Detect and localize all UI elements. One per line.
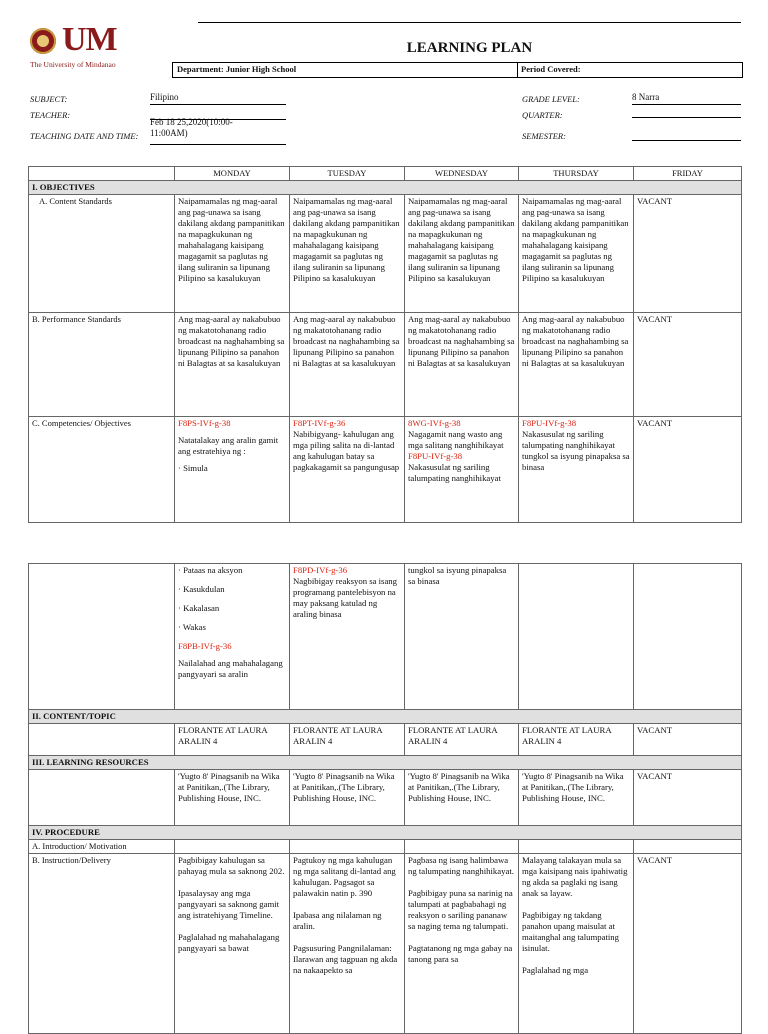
date-value: Feb 18 25,2020(10:00- 11:00AM)	[150, 117, 286, 145]
university-seal-icon	[30, 28, 56, 54]
competencies-row	[29, 417, 742, 523]
table-cell: · Pataas na aksyon · Kasukdulan · Kakalasan · Wakas F8PB-IVf-g-36 Nailalahad ang mahahalagang pangyayari sa aralin	[175, 564, 290, 710]
grade-label: GRADE LEVEL:	[522, 94, 580, 104]
table-cell: Ang mag-aaral ay nakabubuo ng makatotohanang radio broadcast na naghahambing sa lipunang Pilipino sa panahon ni Balagtas at sa kasalukuyan	[519, 313, 634, 417]
table-cell: FLORANTE AT LAURA ARALIN 4	[175, 724, 290, 756]
competencies-continued-row	[29, 564, 742, 710]
logo-mark: UM	[62, 21, 117, 58]
day-monday: MONDAY	[175, 167, 290, 181]
table-cell: FLORANTE AT LAURA ARALIN 4	[519, 724, 634, 756]
table-cell: F8PD-IVf-g-36 Nagbibigay reaksyon sa isang programang pantelebisyon na may paksang katulad ng araling binasa	[290, 564, 405, 710]
day-header-row	[29, 167, 742, 181]
date-label: TEACHING DATE AND TIME:	[30, 131, 139, 141]
table-cell: Naipamamalas ng mag-aaral ang pag-unawa sa isang dakilang akdang pampanitikan na mapagkukunan ng mahahalagang kaisipang magagamit sa paglutas ng ilang suliranin sa lipunang Pilipino sa kasalukuyan	[519, 195, 634, 313]
competency-code: F8PU-IVf-g-38	[522, 418, 577, 428]
divider	[517, 63, 518, 77]
table-cell: tungkol sa isyung pinapaksa sa binasa	[405, 564, 519, 710]
table-cell: VACANT	[634, 770, 742, 826]
semester-value	[632, 128, 741, 141]
period-label: Period Covered:	[521, 64, 581, 74]
table-cell: VACANT	[634, 417, 742, 523]
row-label: B. Instruction/Delivery	[29, 854, 175, 1034]
row-label: C. Competencies/ Objectives	[29, 417, 175, 523]
table-cell: 'Yugto 8' Pinagsanib na Wika at Panitikan,.(The Library, Publishing House, INC.	[405, 770, 519, 826]
learning-resources-row	[29, 770, 742, 826]
grade-value: 8 Narra	[632, 92, 741, 105]
table-cell: Pagbasa ng isang halimbawa ng talumpating nanghihikayat. Pagbibigay puna sa narinig na talumpati at pagbabahagi ng reaksyon o sariling pananaw sa naging tema ng talumpati. Pagtatanong ng mga gabay na tanong para sa	[405, 854, 519, 1034]
section-objectives: I. OBJECTIVES	[29, 181, 742, 195]
logo-subtitle: The University of Mindanao	[30, 60, 116, 69]
performance-standards-row	[29, 313, 742, 417]
table-cell: Ang mag-aaral ay nakabubuo ng makatotohanang radio broadcast na naghahambing sa lipunang Pilipino sa panahon ni Balagtas at sa kasalukuyan	[405, 313, 519, 417]
learning-plan-table-page1	[28, 166, 742, 523]
table-cell: FLORANTE AT LAURA ARALIN 4	[290, 724, 405, 756]
row-label: B. Performance Standards	[29, 313, 175, 417]
table-cell: FLORANTE AT LAURA ARALIN 4	[405, 724, 519, 756]
table-cell: VACANT	[634, 195, 742, 313]
content-standards-row	[29, 195, 742, 313]
table-cell: Ang mag-aaral ay nakabubuo ng makatotohanang radio broadcast na naghahambing sa lipunang Pilipino sa panahon ni Balagtas at sa kasalukuyan	[290, 313, 405, 417]
row-label: A. Introduction/ Motivation	[29, 840, 175, 854]
department-row	[172, 62, 743, 78]
day-wednesday: WEDNESDAY	[405, 167, 519, 181]
university-logo	[28, 22, 188, 78]
table-cell: Naipamamalas ng mag-aaral ang pag-unawa sa isang dakilang akdang pampanitikan na mapagkukunan ng mahahalagang kaisipang magagamit sa paglutas ng ilang suliranin sa lipunang Pilipino sa kasalukuyan	[175, 195, 290, 313]
page-title: LEARNING PLAN	[406, 40, 533, 56]
table-cell: Naipamamalas ng mag-aaral ang pag-unawa sa isang dakilang akdang pampanitikan na mapagkukunan ng mahahalagang kaisipang magagamit sa paglutas ng ilang suliranin sa lipunang Pilipino sa kasalukuyan	[290, 195, 405, 313]
semester-label: SEMESTER:	[522, 131, 566, 141]
table-cell: Malayang talakayan mula sa mga kaisipang nais ipahiwatig ng akda sa paglaki ng isang anak sa layaw. Pagbibigay ng takdang panahon upang maisulat at maitanghal ang talumpating isinulat. Paglalahad ng mga	[519, 854, 634, 1034]
table-cell: 'Yugto 8' Pinagsanib na Wika at Panitikan,.(The Library, Publishing House, INC.	[175, 770, 290, 826]
competency-code: F8PS-IVf-g-38	[178, 418, 231, 428]
table-cell: 'Yugto 8' Pinagsanib na Wika at Panitikan,.(The Library, Publishing House, INC.	[290, 770, 405, 826]
competency-code: F8PT-IVf-g-36	[293, 418, 346, 428]
competency-code: F8PU-IVf-g-38	[408, 451, 463, 461]
header-rule	[198, 22, 741, 23]
section-procedure: IV. PROCEDURE	[29, 826, 742, 840]
day-thursday: THURSDAY	[519, 167, 634, 181]
table-cell: VACANT	[634, 854, 742, 1034]
subject-value: Filipino	[150, 92, 286, 105]
table-cell: F8PU-IVf-g-38 Nakasusulat ng sariling talumpating nanghihikayat tungkol sa isyung pinapaksa sa binasa	[519, 417, 634, 523]
table-cell: F8PS-IVf-g-38 Natatalakay ang aralin gamit ang estratehiya ng : · Simula	[175, 417, 290, 523]
day-tuesday: TUESDAY	[290, 167, 405, 181]
quarter-value	[632, 105, 741, 118]
day-friday: FRIDAY	[634, 167, 742, 181]
competency-code: F8PB-IVf-g-36	[178, 641, 232, 651]
table-cell: Ang mag-aaral ay nakabubuo ng makatotohanang radio broadcast na naghahambing sa lipunang Pilipino sa panahon ni Balagtas at sa kasalukuyan	[175, 313, 290, 417]
learning-plan-table-page2	[28, 563, 742, 1034]
competency-code: 8WG-IVf-g-38	[408, 418, 461, 428]
table-cell: 'Yugto 8' Pinagsanib na Wika at Panitikan,.(The Library, Publishing House, INC.	[519, 770, 634, 826]
intro-row	[29, 840, 742, 854]
quarter-label: QUARTER:	[522, 110, 563, 120]
instruction-row	[29, 854, 742, 1034]
row-label: A. Content Standards	[29, 195, 175, 313]
table-cell: Naipamamalas ng mag-aaral ang pag-unawa sa isang dakilang akdang pampanitikan na mapagkukunan ng mahahalagang kaisipang magagamit sa paglutas ng ilang suliranin sa lipunang Pilipino sa kasalukuyan	[405, 195, 519, 313]
table-cell: 8WG-IVf-g-38 Nagagamit nang wasto ang mga salitang nanghihikayat F8PU-IVf-g-38 Nakasusulat ng sariling talumpating nanghihikayat	[405, 417, 519, 523]
table-cell: F8PT-IVf-g-36 Nabibigyang- kahulugan ang mga piling salita na di-lantad ang kahulugan batay sa pagkakagamit sa pangungusap	[290, 417, 405, 523]
subject-label: SUBJECT:	[30, 94, 68, 104]
section-learning-resources: III. LEARNING RESOURCES	[29, 756, 742, 770]
table-cell: VACANT	[634, 724, 742, 756]
table-cell: Pagbibigay kahulugan sa pahayag mula sa saknong 202. Ipasalaysay ang mga pangyayari sa saknong gamit ang istratehiyang Timeline. Paglalahad ng mahahalagang pangyayari sa bawat	[175, 854, 290, 1034]
teacher-label: TEACHER:	[30, 110, 71, 120]
table-cell: Pagtukoy ng mga kahulugan ng mga salitang di-lantad ang kahulugan. Pagsagot sa palawakin natin p. 390 Ipabasa ang nilalaman ng aralin. Pagsusuring Pangnilalaman: Ilarawan ang tagpuan ng akda na nakaapekto sa	[290, 854, 405, 1034]
section-content-topic: II. CONTENT/TOPIC	[29, 710, 742, 724]
content-topic-row	[29, 724, 742, 756]
competency-code: F8PD-IVf-g-36	[293, 565, 348, 575]
department-label: Department: Junior High School	[177, 64, 297, 74]
table-cell: VACANT	[634, 313, 742, 417]
